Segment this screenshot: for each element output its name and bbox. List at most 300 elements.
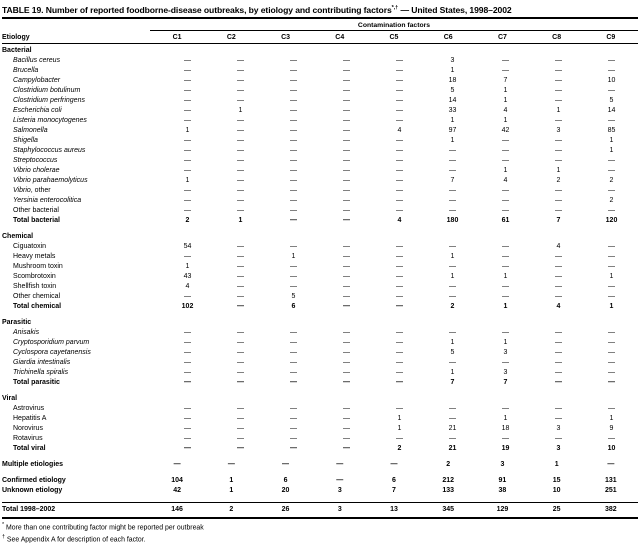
column-header-row (2, 31, 638, 44)
cell: — (396, 328, 403, 336)
cell: — (184, 156, 191, 164)
cell: — (237, 272, 244, 280)
table-row (2, 116, 638, 126)
cell: 2 (609, 196, 614, 204)
cell: — (396, 282, 403, 290)
cell: — (555, 292, 562, 300)
cell: 7 (556, 216, 561, 224)
cell: — (290, 116, 297, 124)
cell: — (343, 414, 350, 422)
row-label-text: Trichinella spiralis (13, 368, 69, 376)
cell: — (290, 414, 297, 422)
cell: — (184, 378, 191, 386)
cell: 43 (183, 272, 192, 280)
cell: 1 (185, 176, 190, 184)
column-header: C3 (281, 33, 291, 41)
cell: — (449, 146, 456, 154)
cell: — (184, 368, 191, 376)
cell: 1 (503, 116, 508, 124)
cell: — (502, 292, 509, 300)
table-title-suffix: — United States, 1998–2002 (398, 4, 512, 15)
cell: — (396, 262, 403, 270)
cell: 61 (501, 216, 510, 224)
section-header: Viral (2, 394, 18, 402)
table-title-footnote-markers: *,† (391, 5, 399, 11)
cell: 26 (281, 505, 290, 513)
table-row (2, 434, 638, 444)
cell: 1 (450, 272, 455, 280)
cell: — (396, 292, 403, 300)
cell: 5 (450, 86, 455, 94)
cell: — (555, 66, 562, 74)
cell: — (555, 282, 562, 290)
row-label (2, 76, 161, 86)
row-label (2, 166, 161, 176)
cell: — (184, 414, 191, 422)
cell: 212 (442, 476, 455, 484)
row-label (2, 476, 150, 486)
cell: — (343, 368, 350, 376)
cell: — (555, 146, 562, 154)
cell: 4 (185, 282, 190, 290)
cell: 14 (607, 106, 616, 114)
cell: 2 (397, 444, 402, 452)
cell: 131 (605, 476, 617, 484)
cell: — (502, 328, 509, 336)
cell: — (237, 146, 244, 154)
cell: 15 (552, 476, 561, 484)
cell: — (237, 96, 244, 104)
cell: 180 (446, 216, 459, 224)
cell: — (343, 328, 350, 336)
row-label (2, 348, 161, 358)
cell: — (237, 76, 244, 84)
cell: — (173, 460, 181, 468)
row-label (2, 146, 161, 156)
row-label (2, 292, 161, 302)
row-label (2, 460, 150, 470)
cell: — (396, 196, 403, 204)
cell: 1 (503, 166, 508, 174)
row-label (2, 86, 161, 96)
table-section (2, 394, 638, 454)
cell: 54 (183, 242, 192, 250)
cell: — (555, 76, 562, 84)
cell: — (237, 206, 244, 214)
cell: — (290, 196, 297, 204)
table-section (2, 502, 638, 515)
row-label-text: Streptococcus (13, 156, 58, 164)
row-label-text: Heavy metals (13, 252, 56, 260)
cell: — (290, 368, 297, 376)
cell: 4 (556, 302, 561, 310)
table-row (2, 242, 638, 252)
row-label-text: Clostridium perfringens (13, 96, 85, 104)
cell: — (555, 272, 562, 280)
table-row (2, 146, 638, 156)
cell: — (396, 186, 403, 194)
cell: 1 (503, 86, 508, 94)
table-row (2, 368, 638, 378)
cell: 4 (397, 216, 402, 224)
table-row (2, 476, 638, 486)
cell: 129 (496, 505, 509, 513)
cell: — (502, 252, 509, 260)
cell: 2 (229, 505, 234, 513)
cell: — (608, 252, 615, 260)
cell: 1 (503, 414, 508, 422)
row-label (2, 262, 161, 272)
cell: — (184, 292, 191, 300)
table-row (2, 404, 638, 414)
cell: 1 (450, 66, 455, 74)
cell: — (396, 338, 403, 346)
cell: — (396, 272, 403, 280)
row-label (2, 136, 161, 146)
cell: 3 (556, 444, 561, 452)
row-label (2, 206, 161, 216)
table-row (2, 156, 638, 166)
cell: — (343, 272, 350, 280)
cell: 6 (392, 476, 396, 484)
cell: — (449, 166, 456, 174)
cell: — (396, 86, 403, 94)
cell: 18 (448, 76, 457, 84)
row-label-text: Scombrotoxin (13, 272, 56, 280)
row-label-text: Total 1998–2002 (2, 505, 56, 513)
cell: — (237, 166, 244, 174)
cell: — (396, 206, 403, 214)
cell: 1 (450, 338, 455, 346)
cell: — (343, 206, 350, 214)
footnote (2, 521, 638, 533)
cell: — (290, 434, 297, 442)
row-label (2, 486, 150, 496)
cell: — (396, 368, 403, 376)
section-header: Bacterial (2, 46, 32, 54)
cell: 1 (291, 252, 296, 260)
cell: 1 (609, 272, 614, 280)
section-header: Chemical (2, 232, 34, 240)
row-label-text: Shigella (13, 136, 38, 144)
cell: — (237, 368, 244, 376)
table-row (2, 424, 638, 434)
cell: — (343, 86, 350, 94)
cell: — (608, 206, 615, 214)
table-row (2, 444, 638, 454)
cell: — (343, 56, 350, 64)
cell: — (396, 136, 403, 144)
column-header: C8 (552, 33, 562, 41)
row-label-text: Anisakis (13, 328, 40, 336)
cell: — (502, 206, 509, 214)
row-label-text: Cyclospora cayetanensis (13, 348, 91, 356)
row-label-text: Mushroom toxin (13, 262, 63, 270)
cell: 2 (450, 302, 455, 310)
cell: 13 (390, 505, 398, 513)
row-label (2, 116, 161, 126)
cell: 2 (609, 176, 614, 184)
cell: — (237, 282, 244, 290)
row-label-text: Campylobacter (13, 76, 61, 84)
cell: — (184, 424, 191, 432)
cell: 10 (552, 486, 561, 494)
cell: — (502, 434, 509, 442)
table-row (2, 348, 638, 358)
footnote-marker: † (2, 533, 5, 540)
cell: — (343, 292, 350, 300)
column-group-spacer (2, 19, 150, 31)
cell: — (184, 96, 191, 104)
row-label (2, 282, 161, 292)
table-row (2, 358, 638, 368)
table-row (2, 378, 638, 388)
row-label (2, 424, 161, 434)
cell: 120 (605, 216, 618, 224)
cell: — (237, 404, 244, 412)
cell: — (608, 262, 615, 270)
table-section (2, 460, 638, 470)
cell: 19 (501, 444, 510, 452)
cell: — (343, 434, 350, 442)
cell: 1 (556, 166, 561, 174)
cell: — (184, 196, 191, 204)
cell: 3 (337, 505, 342, 513)
table-row (2, 302, 638, 312)
cell: — (608, 378, 615, 386)
table-row (2, 328, 638, 338)
cell: — (290, 146, 297, 154)
cell: — (608, 86, 615, 94)
cell: — (396, 242, 403, 250)
cell: — (555, 414, 562, 422)
cell: — (608, 348, 615, 356)
row-label-text: Total bacterial (13, 216, 60, 224)
column-group-row (2, 19, 638, 31)
cell: 9 (609, 424, 614, 432)
cell: — (396, 176, 403, 184)
cell: — (555, 116, 562, 124)
cell: — (184, 404, 191, 412)
cell: 4 (503, 106, 508, 114)
cell: 1 (609, 146, 614, 154)
cell: — (237, 358, 244, 366)
table-row (2, 292, 638, 302)
cell: 91 (498, 476, 507, 484)
cell: — (396, 56, 403, 64)
cell: 33 (448, 106, 457, 114)
table-row (2, 414, 638, 424)
cell: — (184, 146, 191, 154)
cell: — (343, 242, 350, 250)
table-row (2, 262, 638, 272)
cell: — (237, 414, 244, 422)
cell: — (237, 424, 244, 432)
cell: 3 (503, 348, 508, 356)
row-label-text: Escherichia coli (13, 106, 62, 114)
cell: — (608, 66, 615, 74)
cell: — (555, 368, 562, 376)
table-row (2, 216, 638, 226)
cell: 4 (397, 126, 402, 134)
cell: — (555, 262, 562, 270)
contamination-factors-label: Contamination factors (150, 19, 638, 31)
cell: — (555, 348, 562, 356)
row-label-text: Rotavirus (13, 434, 43, 442)
row-label (2, 242, 161, 252)
cell: 1 (503, 272, 508, 280)
cell: 7 (392, 486, 396, 494)
cell: — (396, 76, 403, 84)
cell: — (184, 106, 191, 114)
cell: — (396, 156, 403, 164)
cell: — (290, 166, 297, 174)
row-label-text: Confirmed etiology (2, 476, 66, 484)
cell: — (555, 404, 562, 412)
cell: — (336, 460, 344, 468)
cell: — (396, 434, 403, 442)
cell: — (555, 186, 562, 194)
cell: — (502, 282, 509, 290)
cell: — (396, 96, 403, 104)
cell: — (290, 206, 297, 214)
row-label-text: Total chemical (13, 302, 62, 310)
footnote (2, 533, 638, 544)
cell: — (555, 56, 562, 64)
cell: — (237, 348, 244, 356)
cell: 18 (501, 424, 510, 432)
table-row (2, 76, 638, 86)
row-label-text: Vibrio parahaemolyticus (13, 176, 88, 184)
cell: 1 (450, 252, 455, 260)
cell: — (449, 186, 456, 194)
cell: — (237, 338, 244, 346)
cell: — (343, 338, 350, 346)
cell: — (343, 444, 350, 452)
row-label-text: Other chemical (13, 292, 61, 300)
table-section (2, 318, 638, 388)
cell: — (290, 338, 297, 346)
row-label-text: Other bacterial (13, 206, 59, 214)
cell: — (184, 116, 191, 124)
row-label (2, 368, 161, 378)
cell: — (290, 272, 297, 280)
row-label (2, 66, 161, 76)
cell: 1 (609, 302, 614, 310)
table-row (2, 272, 638, 282)
table-row (2, 186, 638, 196)
cell: — (449, 242, 456, 250)
cell: 42 (501, 126, 510, 134)
cell: 3 (337, 486, 342, 494)
cell: — (608, 56, 615, 64)
cell: 1 (554, 460, 559, 468)
cell: — (290, 106, 297, 114)
table-row (2, 460, 638, 470)
table-row (2, 282, 638, 292)
column-header: C9 (606, 33, 616, 41)
row-label (2, 328, 161, 338)
cell: — (336, 476, 344, 484)
cell: — (396, 116, 403, 124)
table-body (2, 46, 638, 515)
row-label-text: Total viral (13, 444, 46, 452)
cell: — (237, 378, 244, 386)
cell: — (184, 338, 191, 346)
row-label-text: Norovirus (13, 424, 43, 432)
table-row (2, 136, 638, 146)
cell: — (396, 66, 403, 74)
cell: 102 (181, 302, 194, 310)
cell: — (237, 86, 244, 94)
cell: — (237, 292, 244, 300)
cell: — (502, 242, 509, 250)
cell: — (290, 348, 297, 356)
cell: — (396, 302, 403, 310)
row-label-text: Listeria monocytogenes (13, 116, 87, 124)
cell: — (343, 116, 350, 124)
cell: — (290, 66, 297, 74)
cell: 3 (500, 460, 505, 468)
cell: 146 (171, 505, 183, 513)
row-label-text: Salmonella (13, 126, 48, 134)
cell: — (555, 86, 562, 94)
cell: — (449, 156, 456, 164)
row-label (2, 106, 161, 116)
cell: 1 (503, 338, 508, 346)
cell: — (343, 156, 350, 164)
cell: 6 (283, 476, 288, 484)
cell: — (343, 404, 350, 412)
cell: 7 (503, 76, 508, 84)
cell: — (184, 206, 191, 214)
cell: — (343, 252, 350, 260)
cell: — (237, 116, 244, 124)
cell: 1 (238, 216, 243, 224)
cell: — (390, 460, 398, 468)
bottom-rule (2, 517, 638, 519)
cell: — (449, 358, 456, 366)
table-row (2, 338, 638, 348)
cell: — (502, 186, 509, 194)
cell: — (282, 460, 290, 468)
cell: 20 (281, 486, 290, 494)
cell: — (237, 242, 244, 250)
footnote-marker: * (2, 521, 5, 528)
cell: — (343, 216, 350, 224)
cell: — (343, 166, 350, 174)
cell: 25 (552, 505, 561, 513)
cell: 133 (442, 486, 455, 494)
cell: — (290, 216, 297, 224)
cell: — (396, 252, 403, 260)
cell: — (237, 252, 244, 260)
cell: 5 (609, 96, 614, 104)
cell: — (555, 434, 562, 442)
cell: — (343, 126, 350, 134)
row-label-text: Hepatitis A (13, 414, 47, 422)
cell: — (290, 136, 297, 144)
cell: — (237, 136, 244, 144)
cell: — (608, 434, 615, 442)
row-label (2, 302, 161, 312)
cell: 14 (448, 96, 457, 104)
table-row (2, 206, 638, 216)
cell: — (290, 358, 297, 366)
cell: 4 (556, 242, 561, 250)
cell: — (343, 348, 350, 356)
cell: — (343, 378, 350, 386)
